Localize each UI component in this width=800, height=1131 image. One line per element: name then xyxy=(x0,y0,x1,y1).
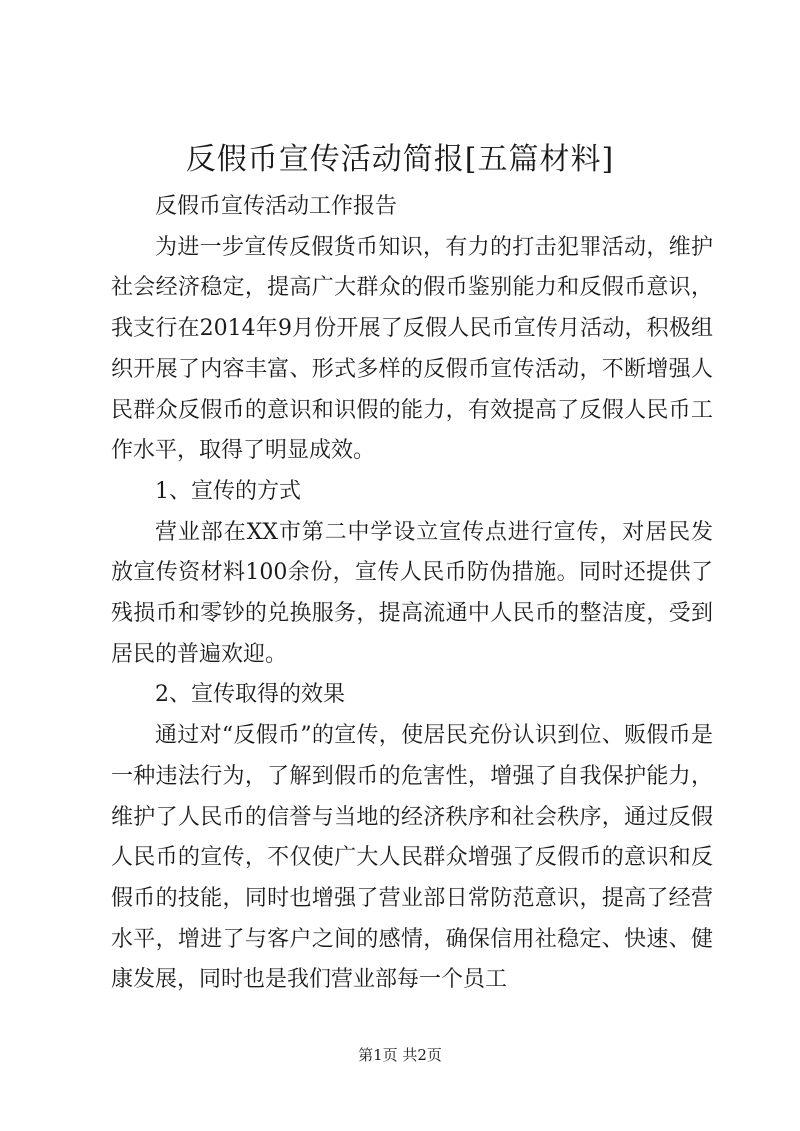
document-title: 反假币宣传活动简报[五篇材料] xyxy=(185,142,615,177)
body-paragraph: 通过对“反假币”的宣传，使居民充份认识到位、贩假币是一种违法行为，了解到假币的危害性，增强了自我保护能力，维护了人民币的信誉与当地的经济秩序和社会秩序，通过反假人民币的宣传，不仅使广大人民群众增强了反假币的意识和反假币的技能，同时也增强了营业部日常防范意识，提高了经营水平，增进了与客户之间的感情，确保信用社稳定、快速、健康发展，同时也是我们营业部每一个员工 xyxy=(111,723,713,993)
section-heading: 反假币宣传活动工作报告 xyxy=(155,194,398,219)
section-heading: 1、宣传的方式 xyxy=(155,478,301,504)
body-paragraph: 营业部在XX市第二中学设立宣传点进行宣传，对居民发放宣传资材料100余份，宣传人民币防伪措施。同时还提供了残损币和零钞的兑换服务，提高流通中人民币的整洁度，受到居民的普遍欢迎。 xyxy=(111,519,713,667)
body-paragraph: 为进一步宣传反假货币知识，有力的打击犯罪活动，维护社会经济稳定，提高广大群众的假币鉴别能力和反假币意识，我支行在2014年9月份开展了反假人民币宣传月活动，积极组织开展了内容丰富、形式多样的反假币宣传活动，不断增强人民群众反假币的意识和识假的能力，有效提高了反假人民币工作水平，取得了明显成效。 xyxy=(111,234,713,464)
document-body xyxy=(111,187,713,1001)
section-heading: 2、宣传取得的效果 xyxy=(155,682,345,708)
page-number-footer: 第1页 共2页 xyxy=(358,1046,442,1064)
